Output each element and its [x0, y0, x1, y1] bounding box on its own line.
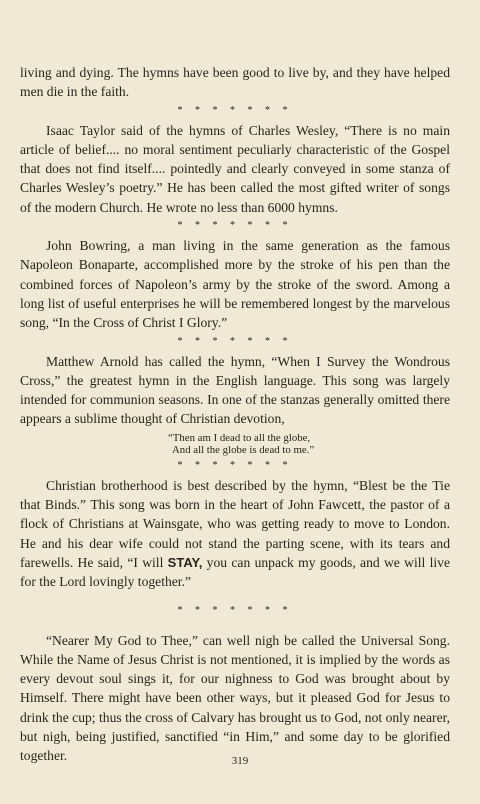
- paragraph-nearer-my-god: “Nearer My God to Thee,” can well nigh be called the Universal Song. While the Name of Jesus Christ is not mentioned, it is implied by the words as every devout soul sings it, for our nighness to God was brought about by Himself. There might have been other ways, but it pleased God for Jesus to drink the cup; thus the cross of Calvary has brought us to God, not only nearer, but nigh, being justified, sanctified “in Him,” and some day to be glorified together.: [20, 632, 450, 764]
- emphasis-stay: STAY,: [167, 554, 203, 570]
- paragraph-fawcett: [20, 476, 450, 592]
- paragraph-bowring: John Bowring, a man living in the same generation as the famous Napoleon Bonaparte, accomplished more by the stroke of his pen than the combined forces of Napoleon’s army by the stroke of the sword. Among a long list of useful enterprises he will be remembered longest by the marvelous song, “In the Cross of Christ I Glory.”: [20, 238, 450, 331]
- separator-stars: * * * * * * *: [177, 104, 293, 116]
- separator-stars: * * * * * * *: [177, 335, 293, 347]
- paragraph-continuation: living and dying. The hymns have been good to live by, and they have helped men die in the faith.: [20, 65, 450, 100]
- paragraph-text: Christian brotherhood is best described by the hymn, “Blest be the Tie that Binds.” This song was born in the heart of John Fawcett, the pastor of a flock of Christians at Wainsgate, who was getting ready to move to London. He and his dear wife could not stand the parting scene, with its tears and farewells. He said, “I will: [20, 477, 450, 570]
- verse-line: And all the globe is dead to me.”: [172, 443, 315, 456]
- verse-line: “Then am I dead to all the globe,: [168, 431, 311, 444]
- separator-stars: * * * * * * *: [177, 604, 293, 616]
- paragraph-wesley: Isaac Taylor said of the hymns of Charles Wesley, “There is no main article of belief.... no moral sentiment peculiarly characteristic of the Gospel that does not find itself.... pointedly and clearly conveyed in some stanza of Charles Wesley’s poetry.” He has been called the most gifted writer of songs of the modern Church. He wrote no less than 6000 hymns.: [20, 122, 450, 215]
- page-number: 319: [231, 755, 249, 767]
- paragraph-arnold: Matthew Arnold has called the hymn, “When I Survey the Wondrous Cross,” the greatest hymn in the English language. This song was largely intended for communion seasons. In one of the stanzas generally omitted there appears a sublime thought of Christian devotion,: [20, 353, 450, 427]
- separator-stars: * * * * * * *: [177, 459, 293, 471]
- separator-stars: * * * * * * *: [177, 220, 293, 232]
- quoted-verse: [20, 432, 450, 456]
- paragraph-text: you can unpack my goods, and we will live for the Lord lovingly together.”: [20, 554, 450, 590]
